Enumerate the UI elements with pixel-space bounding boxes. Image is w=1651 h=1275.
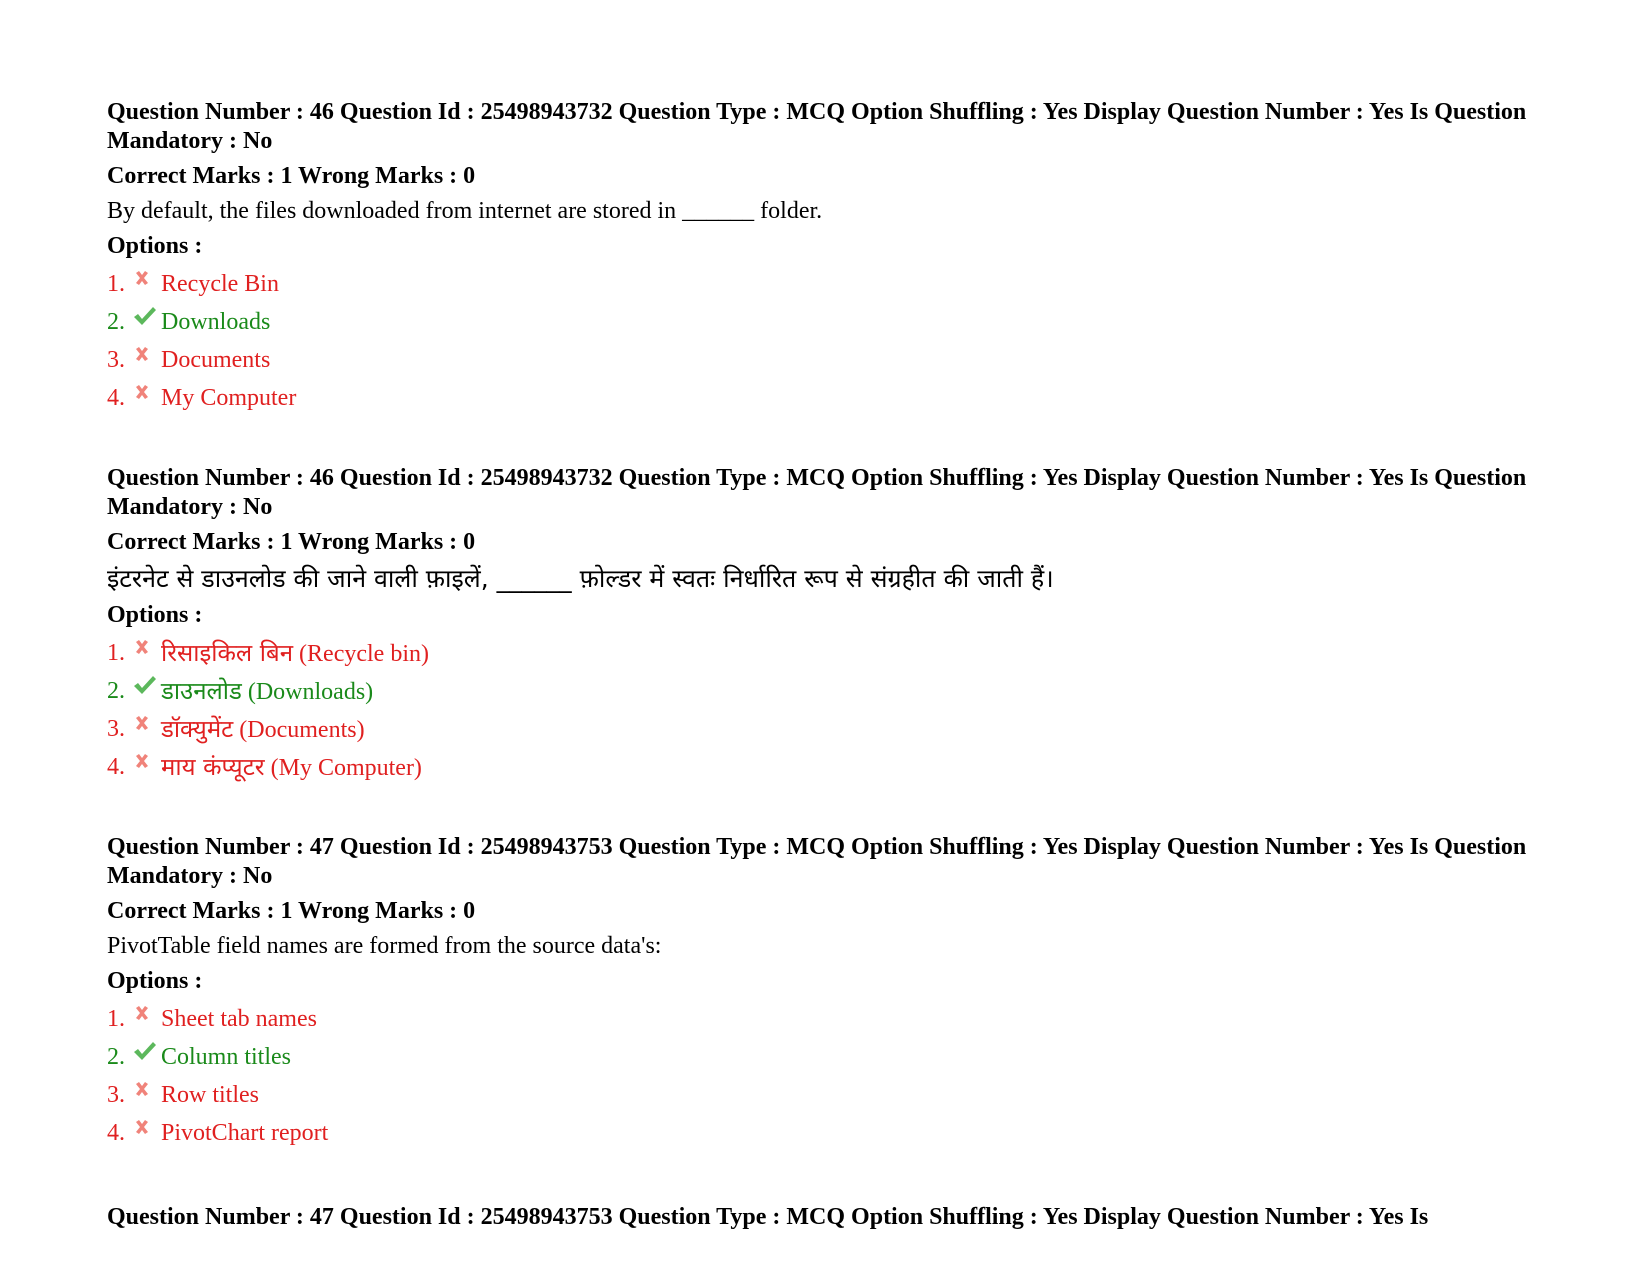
options-list (107, 1000, 1547, 1152)
question-meta-truncated: Question Number : 47 Question Id : 25498943753 Question Type : MCQ Option Shuffling : Yes Display Question Number : Yes Is (107, 1204, 1429, 1230)
option-item (107, 672, 1547, 710)
cross-icon (133, 269, 161, 287)
options-label: Options : (107, 602, 203, 628)
option-text-hindi: डॉक्युमेंट (161, 714, 234, 743)
option-text (161, 714, 365, 745)
question-block (107, 833, 1547, 1152)
option-text-hindi: माय कंप्यूटर (161, 752, 265, 781)
question-meta: Question Number : 47 Question Id : 25498943753 Question Type : MCQ Option Shuffling : Yes Display Question Number : Yes Is Question Mandatory : No (107, 834, 1527, 889)
option-number: 2. (107, 678, 125, 704)
question-block (107, 464, 1547, 786)
option-text-english: (Downloads) (247, 678, 374, 705)
option-item (107, 341, 1547, 379)
option-text: Column titles (161, 1044, 292, 1070)
check-icon (133, 1041, 161, 1061)
question-meta: Question Number : 46 Question Id : 25498943732 Question Type : MCQ Option Shuffling : Yes Display Question Number : Yes Is Question Mandatory : No (107, 99, 1527, 154)
option-text: My Computer (161, 385, 297, 411)
option-number: 4. (107, 754, 125, 780)
option-text-english: (Documents) (239, 716, 365, 743)
option-item (107, 1114, 1547, 1152)
cross-icon (133, 638, 161, 656)
cross-icon (133, 1080, 161, 1098)
check-icon (133, 306, 161, 326)
option-text: Recycle Bin (161, 271, 279, 297)
option-text-english: (Recycle bin) (299, 640, 429, 667)
option-item (107, 710, 1547, 748)
cross-icon (133, 345, 161, 363)
question-marks: Correct Marks : 1 Wrong Marks : 0 (107, 529, 476, 555)
option-item (107, 1038, 1547, 1076)
option-item (107, 634, 1547, 672)
option-text: Row titles (161, 1082, 260, 1108)
option-text (161, 638, 429, 669)
option-text: Downloads (161, 309, 271, 335)
option-number: 1. (107, 271, 125, 297)
question-block (107, 98, 1547, 417)
check-icon (133, 675, 161, 695)
option-text (161, 752, 422, 783)
option-item (107, 1000, 1547, 1038)
option-text: Sheet tab names (161, 1006, 317, 1032)
cross-icon (133, 383, 161, 401)
options-label: Options : (107, 233, 203, 259)
question-marks: Correct Marks : 1 Wrong Marks : 0 (107, 163, 476, 189)
option-number: 3. (107, 347, 125, 373)
cross-icon (133, 752, 161, 770)
option-number: 1. (107, 1006, 125, 1032)
option-number: 2. (107, 309, 125, 335)
question-paper (107, 98, 1547, 1199)
cross-icon (133, 1118, 161, 1136)
option-number: 4. (107, 1120, 125, 1146)
options-label: Options : (107, 968, 203, 994)
option-item (107, 265, 1547, 303)
cross-icon (133, 714, 161, 732)
option-item (107, 1076, 1547, 1114)
option-item (107, 748, 1547, 786)
option-text-hindi: रिसाइकिल बिन (161, 638, 294, 667)
question-marks: Correct Marks : 1 Wrong Marks : 0 (107, 898, 476, 924)
cross-icon (133, 1004, 161, 1022)
option-text-hindi: डाउनलोड (161, 676, 242, 705)
option-number: 1. (107, 640, 125, 666)
question-text: इंटरनेट से डाउनलोड की जाने वाली फ़ाइलें, ______ फ़ोल्डर में स्वतः निर्धारित रूप से संग्रहीत की जाती हैं। (107, 564, 1054, 593)
question-text: PivotTable field names are formed from the source data's: (107, 933, 662, 959)
option-number: 4. (107, 385, 125, 411)
option-number: 3. (107, 716, 125, 742)
option-number: 2. (107, 1044, 125, 1070)
option-text: Documents (161, 347, 271, 373)
option-text (161, 676, 373, 707)
question-text: By default, the files downloaded from internet are stored in ______ folder. (107, 198, 823, 224)
option-item (107, 379, 1547, 417)
question-meta: Question Number : 46 Question Id : 25498943732 Question Type : MCQ Option Shuffling : Yes Display Question Number : Yes Is Question Mandatory : No (107, 465, 1527, 520)
options-list (107, 265, 1547, 417)
option-text-english: (My Computer) (270, 754, 422, 781)
option-text: PivotChart report (161, 1120, 329, 1146)
option-number: 3. (107, 1082, 125, 1108)
option-item (107, 303, 1547, 341)
options-list (107, 634, 1547, 786)
